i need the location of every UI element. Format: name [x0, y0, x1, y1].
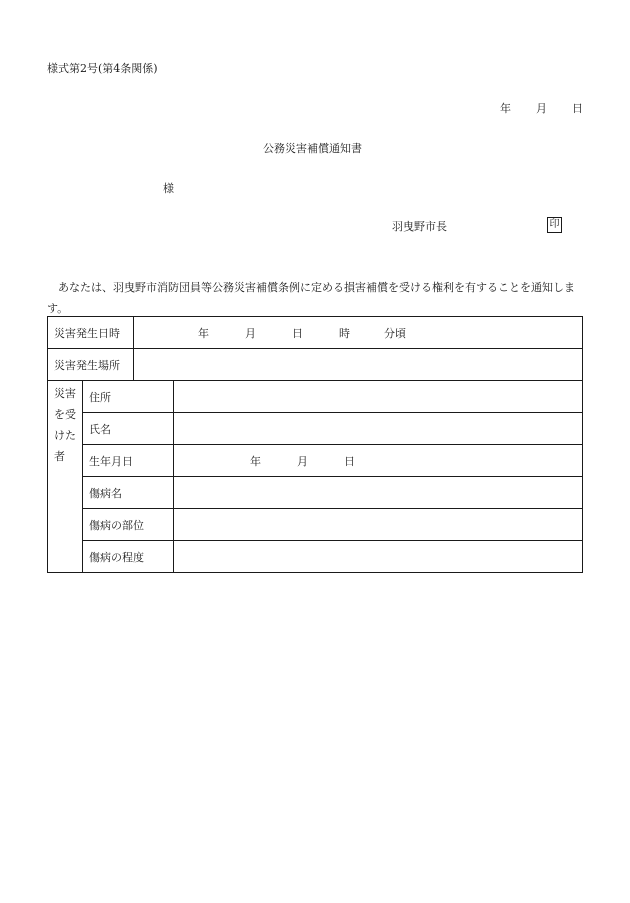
injury-name-value: [174, 477, 583, 509]
victim-label-line: けた: [54, 429, 76, 442]
name-value: [174, 413, 583, 445]
date-month: 月: [536, 102, 547, 115]
date-line: [500, 100, 583, 116]
date-day: 日: [572, 102, 583, 115]
occurrence-datetime-value: [134, 317, 583, 349]
birth-day-unit: 日: [344, 454, 355, 468]
table-row: [48, 477, 583, 509]
birthdate-label: 生年月日: [83, 445, 174, 477]
table-row: [48, 509, 583, 541]
occurrence-place-value: [134, 349, 583, 381]
occurrence-datetime-label: 災害発生日時: [48, 317, 134, 349]
issuer-name: 羽曳野市長: [392, 220, 447, 233]
address-label: 住所: [83, 381, 174, 413]
victim-group-label: [48, 381, 83, 573]
victim-label-line: を受: [54, 408, 76, 421]
occurrence-month-unit: 月: [245, 326, 256, 340]
table-row: [48, 317, 583, 349]
occurrence-minute-unit: 分頃: [384, 326, 406, 340]
document-title: 公務災害補償通知書: [263, 142, 362, 155]
table-row: [48, 541, 583, 573]
occurrence-day-unit: 日: [292, 326, 303, 340]
occurrence-place-label: 災害発生場所: [48, 349, 134, 381]
occurrence-hour-unit: 時: [339, 326, 350, 340]
injury-part-value: [174, 509, 583, 541]
date-year: 年: [500, 102, 511, 115]
address-value: [174, 381, 583, 413]
injury-degree-label: 傷病の程度: [83, 541, 174, 573]
seal-mark: 印: [547, 217, 562, 233]
victim-label-line: 災害: [54, 387, 76, 400]
form-number: 様式第2号(第4条関係): [47, 62, 158, 75]
birth-month-unit: 月: [297, 454, 308, 468]
birthdate-value: [174, 445, 583, 477]
table-row: [48, 445, 583, 477]
table-row: [48, 381, 583, 413]
injury-part-label: 傷病の部位: [83, 509, 174, 541]
name-label: 氏名: [83, 413, 174, 445]
table-row: [48, 349, 583, 381]
addressee-suffix: 様: [163, 182, 174, 195]
notice-table: [47, 316, 583, 573]
victim-label-line: 者: [54, 450, 65, 463]
notice-body-text: あなたは、羽曳野市消防団員等公務災害補償条例に定める損害補償を受ける権利を有することを通知します。: [47, 281, 575, 315]
injury-name-label: 傷病名: [83, 477, 174, 509]
injury-degree-value: [174, 541, 583, 573]
birth-year-unit: 年: [250, 454, 261, 468]
occurrence-year-unit: 年: [198, 326, 209, 340]
table-row: [48, 413, 583, 445]
